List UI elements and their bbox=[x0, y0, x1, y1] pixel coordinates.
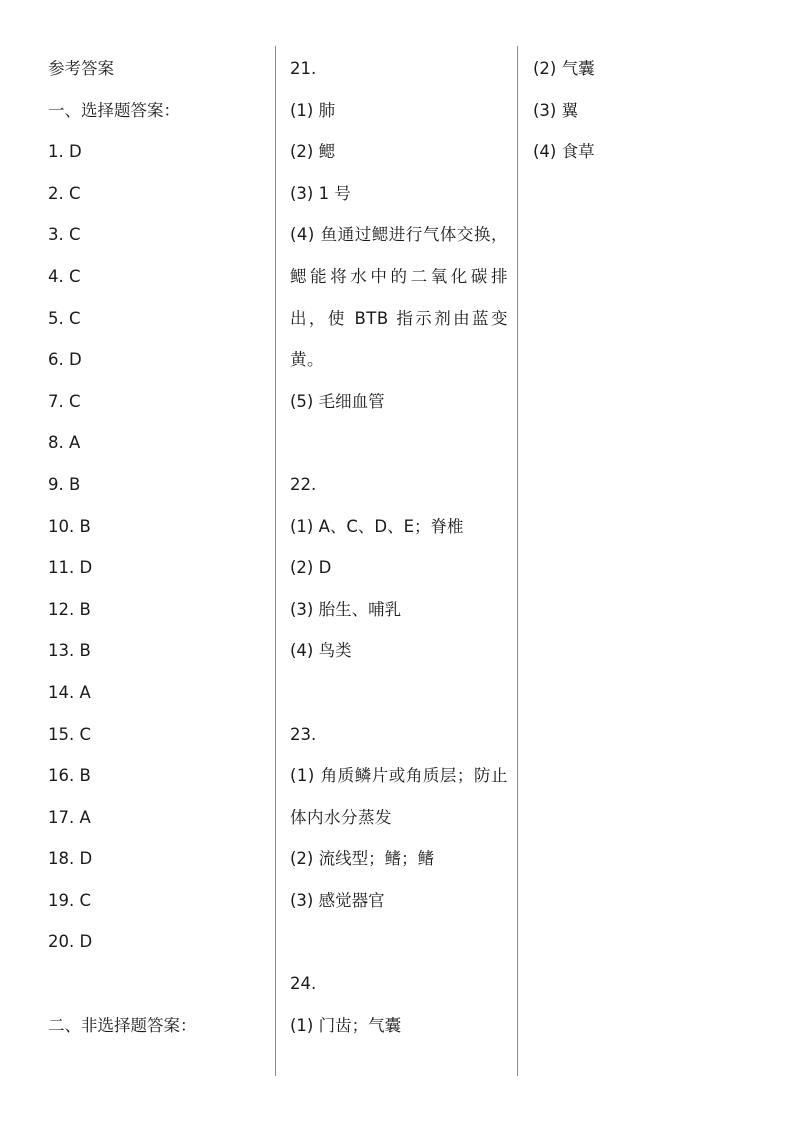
answer-23-1: (1) 角质鳞片或角质层；防止体内水分蒸发 bbox=[290, 766, 508, 827]
answer-21-1: (1) 肺 bbox=[290, 100, 336, 120]
answer-21-3: (3) 1 号 bbox=[290, 183, 351, 203]
list-item: 13. B bbox=[48, 641, 91, 661]
answer-22-2: (2) D bbox=[290, 558, 332, 578]
list-item: 12. B bbox=[48, 599, 91, 619]
list-item: 10. B bbox=[48, 516, 91, 536]
spacer bbox=[290, 921, 508, 963]
answer-22-4: (4) 鸟类 bbox=[290, 641, 352, 661]
list-item: 11. D bbox=[48, 558, 93, 578]
list-item: 8. A bbox=[48, 433, 81, 453]
answer-23-3: (3) 感觉器官 bbox=[290, 890, 385, 910]
question-number-23: 23. bbox=[290, 724, 317, 744]
column-right bbox=[533, 48, 753, 173]
spacer bbox=[48, 963, 268, 1005]
question-number-24: 24. bbox=[290, 974, 317, 994]
answer-24-3: (3) 翼 bbox=[533, 100, 579, 120]
answer-24-2: (2) 气囊 bbox=[533, 59, 595, 78]
list-item: 6. D bbox=[48, 350, 82, 370]
list-item: 4. C bbox=[48, 266, 81, 286]
answer-22-3: (3) 胎生、哺乳 bbox=[290, 599, 402, 619]
column-divider-left bbox=[275, 46, 276, 1076]
list-item: 9. B bbox=[48, 474, 81, 494]
list-item: 19. C bbox=[48, 890, 92, 910]
list-item: 18. D bbox=[48, 849, 93, 869]
list-item: 17. A bbox=[48, 807, 91, 827]
column-left bbox=[48, 48, 268, 1046]
question-number-22: 22. bbox=[290, 474, 317, 494]
section-heading-multiple-choice: 一、选择题答案： bbox=[48, 100, 180, 120]
answer-24-1: (1) 门齿；气囊 bbox=[290, 1015, 402, 1035]
section-heading-non-choice: 二、非选择题答案： bbox=[48, 1015, 197, 1035]
spacer bbox=[290, 672, 508, 714]
answer-21-5: (5) 毛细血管 bbox=[290, 391, 385, 411]
answer-21-2: (2) 鳃 bbox=[290, 142, 336, 162]
list-item: 7. C bbox=[48, 391, 81, 411]
list-item: 2. C bbox=[48, 183, 81, 203]
answer-24-4: (4) 食草 bbox=[533, 142, 595, 162]
column-divider-right bbox=[517, 46, 518, 1076]
page-title: 参考答案 bbox=[48, 59, 114, 78]
choice-answer-list bbox=[48, 131, 268, 963]
answer-22-1: (1) A、C、D、E；脊椎 bbox=[290, 516, 464, 536]
list-item: 1. D bbox=[48, 142, 82, 162]
list-item: 20. D bbox=[48, 932, 93, 952]
list-item: 5. C bbox=[48, 308, 81, 328]
column-middle bbox=[290, 48, 508, 1046]
question-number-21: 21. bbox=[290, 59, 317, 78]
answer-23-2: (2) 流线型；鳍；鳍 bbox=[290, 849, 435, 869]
list-item: 16. B bbox=[48, 766, 91, 786]
answer-21-4: (4) 鱼通过鳃进行气体交换，鳃能将水中的二氧化碳排出，使 BTB 指示剂由蓝变黄。 bbox=[290, 225, 508, 370]
spacer bbox=[290, 422, 508, 464]
list-item: 15. C bbox=[48, 724, 92, 744]
list-item: 3. C bbox=[48, 225, 81, 245]
list-item: 14. A bbox=[48, 682, 91, 702]
